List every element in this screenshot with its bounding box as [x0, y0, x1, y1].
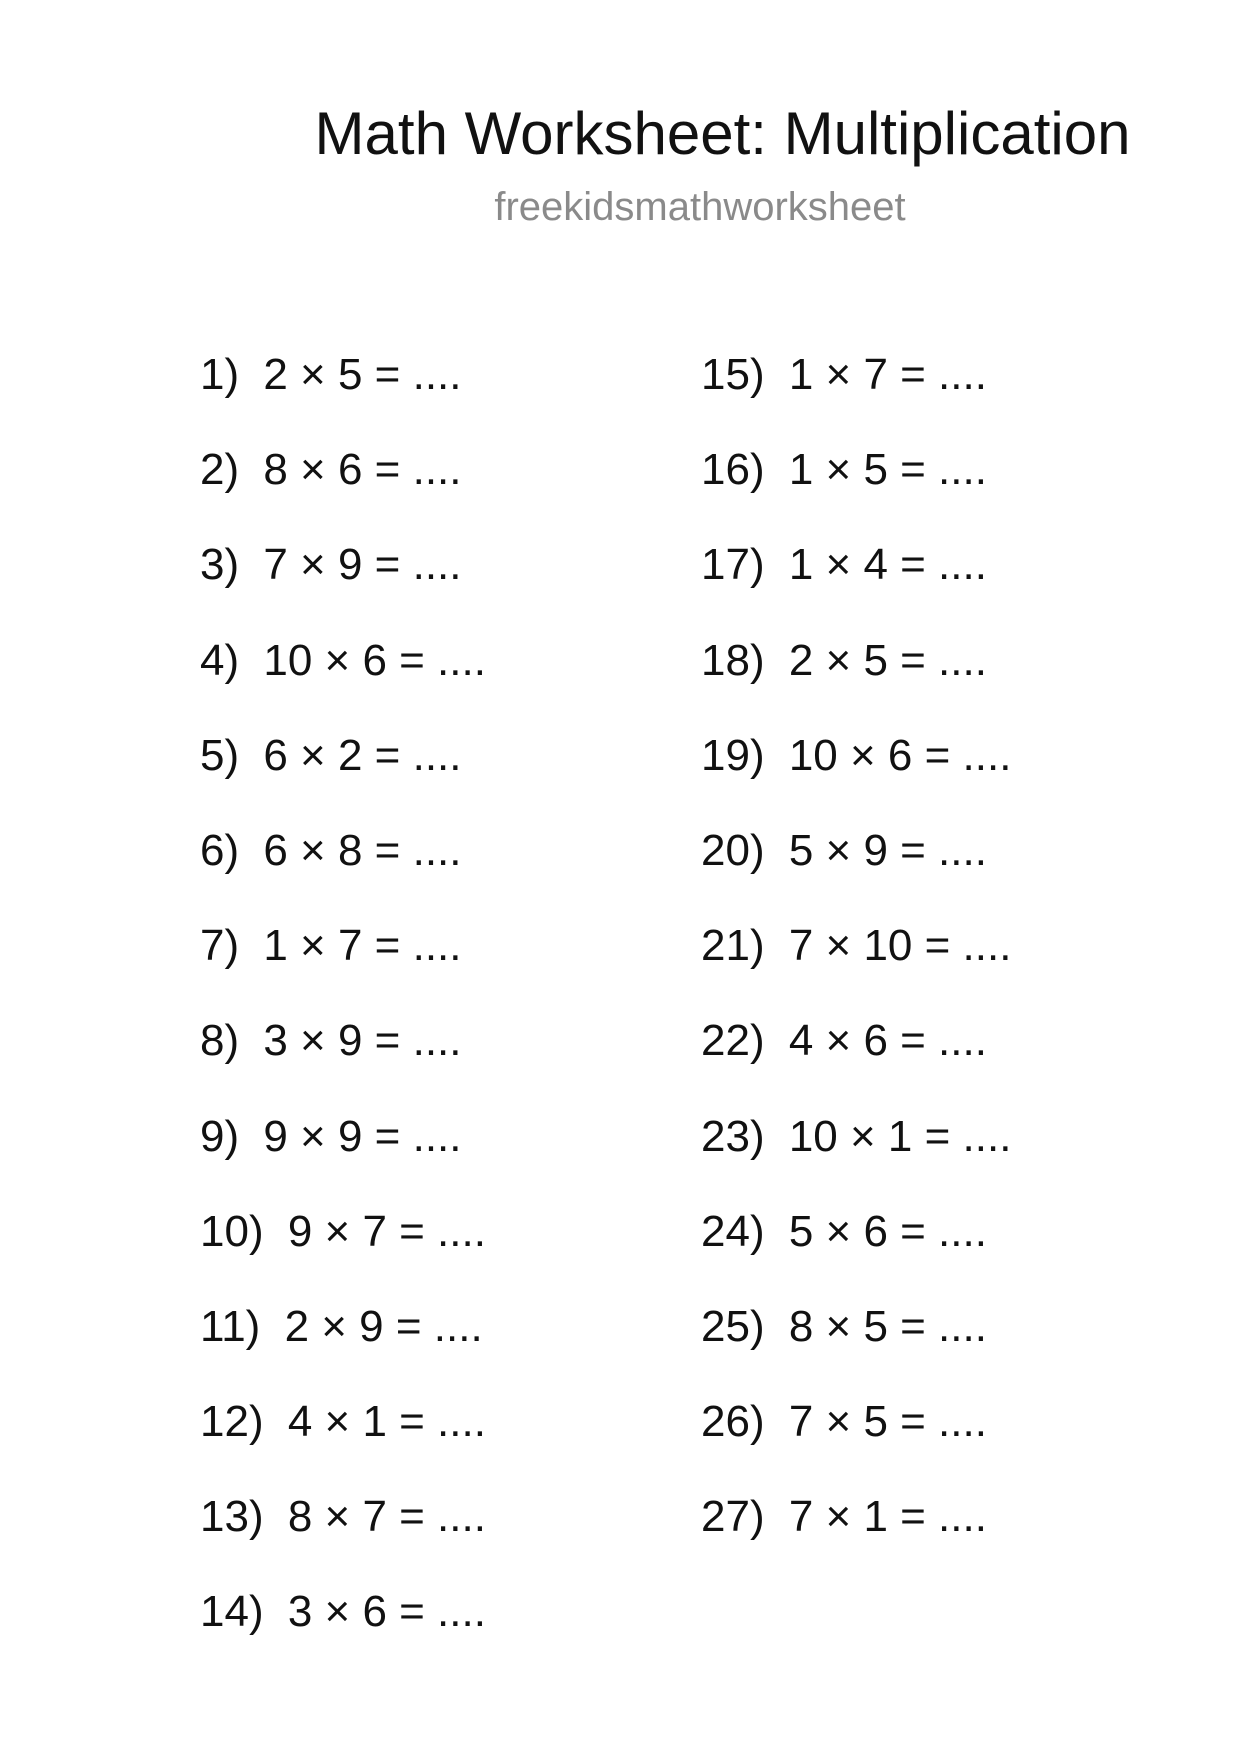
problem-expression: 7 × 9 = ....	[263, 540, 462, 590]
problem-expression: 4 × 1 = ....	[287, 1397, 486, 1447]
problem-item	[200, 1489, 486, 1584]
problem-item	[701, 442, 1011, 537]
problem-number: 15)	[701, 350, 765, 399]
worksheet-title: Math Worksheet: Multiplication	[314, 100, 1131, 167]
problem-number: 26)	[701, 1397, 765, 1447]
problem-item	[200, 633, 486, 728]
problem-number: 23)	[701, 1111, 765, 1161]
problem-number: 16)	[701, 445, 765, 495]
problem-number: 14)	[200, 1587, 264, 1637]
problem-item	[701, 728, 1011, 823]
problem-item	[200, 1299, 486, 1394]
problem-expression: 8 × 6 = ....	[263, 445, 462, 495]
problem-expression: 9 × 7 = ....	[287, 1206, 486, 1256]
problem-item	[200, 347, 486, 442]
problem-item	[200, 442, 486, 537]
problem-expression: 2 × 9 = ....	[284, 1301, 483, 1351]
problem-item	[701, 1204, 1011, 1299]
problem-expression: 7 × 1 = ....	[788, 1492, 987, 1542]
problem-item	[200, 537, 486, 632]
problem-expression: 3 × 9 = ....	[263, 1016, 462, 1066]
problem-number: 10)	[200, 1206, 264, 1256]
problem-expression: 6 × 2 = ....	[263, 730, 462, 780]
problem-expression: 2 × 5 = ....	[263, 350, 462, 399]
problem-item	[200, 1394, 486, 1489]
problem-item	[701, 1394, 1011, 1489]
problem-number: 8)	[200, 1016, 240, 1066]
problem-number: 18)	[701, 635, 765, 685]
problem-expression: 10 × 6 = ....	[263, 635, 486, 685]
problem-number: 7)	[200, 921, 240, 971]
problem-item	[701, 537, 1011, 632]
problem-expression: 10 × 6 = ....	[788, 730, 1012, 780]
problem-number: 24)	[701, 1206, 765, 1256]
problem-number: 4)	[200, 635, 240, 685]
problem-expression: 3 × 6 = ....	[287, 1587, 486, 1637]
problem-expression: 1 × 4 = ....	[788, 540, 987, 590]
worksheet-subtitle: freekidsmathworksheet	[494, 185, 906, 229]
problem-number: 3)	[200, 540, 240, 590]
problem-expression: 5 × 9 = ....	[788, 825, 987, 875]
problem-number: 20)	[701, 825, 765, 875]
problem-item	[701, 1013, 1011, 1108]
problem-expression: 8 × 7 = ....	[287, 1492, 486, 1542]
problem-expression: 1 × 5 = ....	[788, 445, 987, 495]
problem-number: 12)	[200, 1397, 264, 1447]
problem-item	[200, 1109, 486, 1204]
problem-item	[701, 1299, 1011, 1394]
problem-number: 27)	[701, 1492, 765, 1542]
problem-expression: 5 × 6 = ....	[788, 1206, 987, 1256]
problem-expression: 1 × 7 = ....	[263, 921, 462, 971]
problem-list-left	[200, 347, 486, 1680]
problem-expression: 7 × 5 = ....	[788, 1397, 987, 1447]
problem-number: 1)	[200, 350, 240, 399]
problem-number: 22)	[701, 1016, 765, 1066]
problem-expression: 10 × 1 = ....	[788, 1111, 1012, 1161]
problem-item	[200, 823, 486, 918]
problem-number: 2)	[200, 445, 240, 495]
problem-item	[701, 1489, 1011, 1584]
problem-number: 17)	[701, 540, 765, 590]
problem-expression: 2 × 5 = ....	[788, 635, 987, 685]
problem-number: 13)	[200, 1492, 264, 1542]
problem-item	[701, 918, 1011, 1013]
problem-list-right	[701, 347, 1011, 1584]
problem-item	[701, 347, 1011, 442]
problem-expression: 4 × 6 = ....	[788, 1016, 987, 1066]
problem-number: 25)	[701, 1301, 765, 1351]
problem-number: 19)	[701, 730, 765, 780]
problem-expression: 7 × 10 = ....	[788, 921, 1012, 971]
problem-number: 9)	[200, 1111, 240, 1161]
problem-expression: 1 × 7 = ....	[788, 350, 987, 399]
problem-expression: 8 × 5 = ....	[788, 1301, 987, 1351]
problem-expression: 9 × 9 = ....	[263, 1111, 462, 1161]
problem-number: 6)	[200, 825, 240, 875]
problem-item	[200, 918, 486, 1013]
problem-number: 5)	[200, 730, 240, 780]
problem-expression: 6 × 8 = ....	[263, 825, 462, 875]
problem-item	[200, 1204, 486, 1299]
problem-item	[200, 1584, 486, 1679]
problem-item	[701, 1109, 1011, 1204]
problem-item	[200, 728, 486, 823]
problem-item	[701, 633, 1011, 728]
problem-item	[701, 823, 1011, 918]
problem-number: 11)	[200, 1301, 261, 1351]
problem-item	[200, 1013, 486, 1108]
problem-number: 21)	[701, 921, 765, 971]
